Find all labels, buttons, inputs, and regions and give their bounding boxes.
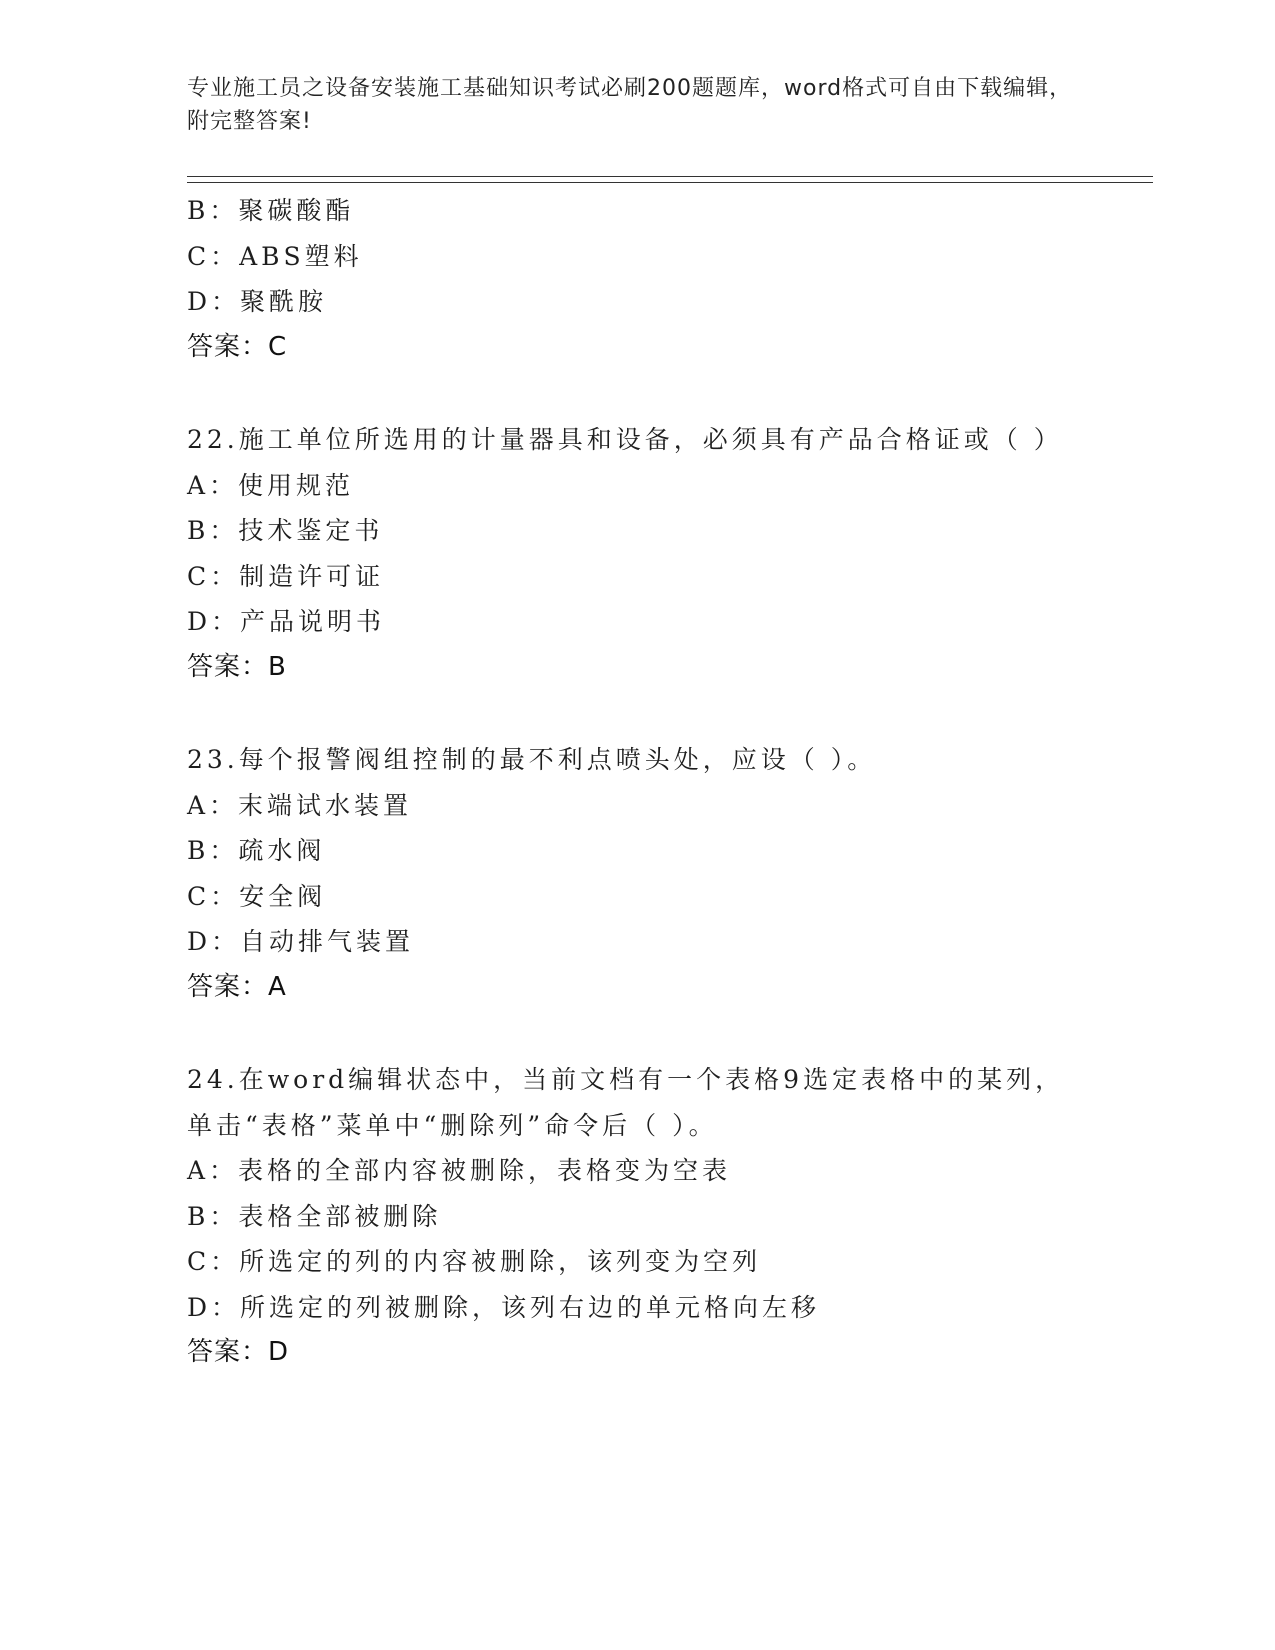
option-c: C：制造许可证 <box>187 561 385 591</box>
question-spacer <box>187 1010 1147 1057</box>
answer-line: 答案：D <box>187 1337 290 1367</box>
option-a: A：表格的全部内容被删除，表格变为空表 <box>187 1156 732 1185</box>
question-text-line-2: 单击“表格”菜单中“删除列”命令后（ ）。 <box>187 1110 718 1140</box>
answer-line: 答案：C <box>187 331 288 362</box>
option-a: A：末端试水装置 <box>187 790 413 820</box>
option-c: C：安全阀 <box>187 881 327 911</box>
question-text: 23.每个报警阀组控制的最不利点喷头处，应设（ ）。 <box>187 745 877 774</box>
option-d: D：聚酰胺 <box>187 287 328 316</box>
question-text-line-1: 24.在word编辑状态中，当前文档有一个表格9选定表格中的某列， <box>187 1065 1065 1094</box>
question-spacer <box>187 370 1147 417</box>
option-b: B：表格全部被删除 <box>187 1201 442 1231</box>
option-c: C：ABS塑料 <box>187 241 363 271</box>
option-d: D：自动排气装置 <box>187 927 415 956</box>
option-b: B：聚碳酸酯 <box>187 196 355 225</box>
answer-line: 答案：B <box>187 651 287 682</box>
header-rule-bottom <box>187 182 1153 183</box>
question-22 <box>187 417 1147 690</box>
option-b: B：疏水阀 <box>187 836 326 865</box>
document-header-title: 专业施工员之设备安装施工基础知识考试必刷200题题库，word格式可自由下载编辑，附完整答案! <box>187 76 1073 134</box>
answer-line: 答案：A <box>187 971 287 1002</box>
option-c: C：所选定的列的内容被删除，该列变为空列 <box>187 1247 762 1276</box>
question-23 <box>187 737 1147 1010</box>
option-d: D：产品说明书 <box>187 607 386 636</box>
option-b: B：技术鉴定书 <box>187 516 384 545</box>
header-rule-top <box>187 176 1153 177</box>
question-list <box>187 188 1147 1376</box>
option-a: A：使用规范 <box>187 470 355 500</box>
question-24 <box>187 1057 1147 1376</box>
option-d: D：所选定的列被删除，该列右边的单元格向左移 <box>187 1292 821 1322</box>
question-21 <box>187 188 1147 370</box>
question-text: 22.施工单位所选用的计量器具和设备，必须具有产品合格证或（ ） <box>187 425 1063 454</box>
question-spacer <box>187 690 1147 737</box>
